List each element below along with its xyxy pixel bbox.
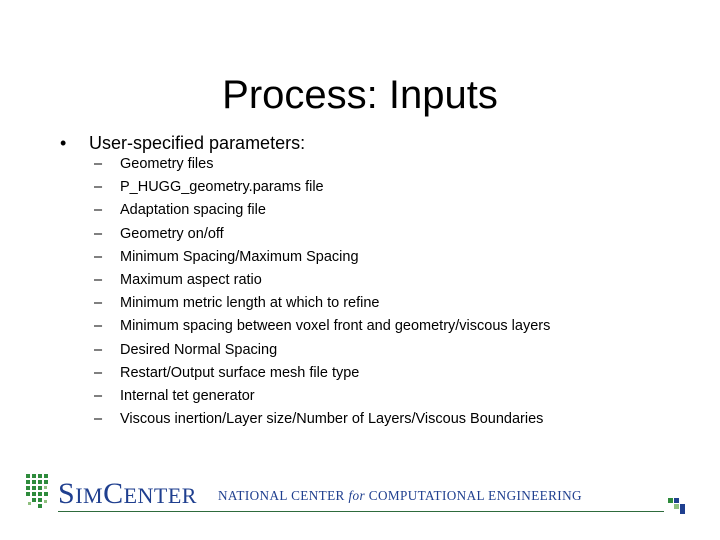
list-item-text: Minimum Spacing/Maximum Spacing xyxy=(120,248,359,265)
list-item-text: Geometry files xyxy=(120,156,214,172)
dash-marker: – xyxy=(94,411,103,428)
footer-banner xyxy=(22,470,702,520)
slide-title: Process: Inputs xyxy=(222,73,498,117)
simcenter-tagline xyxy=(218,488,582,504)
list-item-text: Desired Normal Spacing xyxy=(120,341,278,358)
dash-marker: – xyxy=(94,225,103,242)
dash-marker: – xyxy=(94,387,103,404)
dash-marker: – xyxy=(94,202,103,219)
list-item-text: Geometry on/off xyxy=(120,225,224,242)
dash-marker: – xyxy=(94,271,103,288)
brand-s: S xyxy=(58,477,76,510)
dash-marker: – xyxy=(94,179,103,196)
bullet-marker: • xyxy=(60,133,67,153)
dash-marker: – xyxy=(94,248,103,265)
corner-squares-icon xyxy=(668,498,690,514)
list-item-text: Adaptation spacing file xyxy=(120,202,266,219)
tagline-for: for xyxy=(348,488,366,503)
tagline-part-b: COMPUTATIONAL ENGINEERING xyxy=(365,488,582,503)
list-item-text: Maximum aspect ratio xyxy=(120,271,262,288)
brand-enter: ENTER xyxy=(123,483,197,508)
dash-marker: – xyxy=(94,156,103,172)
simcenter-wordmark xyxy=(58,478,197,512)
list-item-text: Minimum spacing between voxel front and geometry/viscous layers xyxy=(120,318,551,335)
footer-divider xyxy=(58,511,664,512)
list-item-text: Restart/Output surface mesh file type xyxy=(120,364,360,381)
dash-marker: – xyxy=(94,318,103,335)
bullet-text: User-specified parameters: xyxy=(89,133,306,153)
list-item-text: Internal tet generator xyxy=(120,387,255,404)
list-item-text: Viscous inertion/Layer size/Number of Layers/Viscous Boundaries xyxy=(120,411,544,428)
brand-im: IM xyxy=(75,483,104,508)
dash-marker: – xyxy=(94,364,103,381)
list-item-text: P_HUGG_geometry.params file xyxy=(120,179,324,196)
dash-marker: – xyxy=(94,295,103,312)
simcenter-logo-mark-icon xyxy=(26,472,54,514)
tagline-part-a: NATIONAL CENTER xyxy=(218,488,349,503)
brand-c: C xyxy=(103,477,124,510)
dash-marker: – xyxy=(94,341,103,358)
list-item-text: Minimum metric length at which to refine xyxy=(120,295,380,312)
